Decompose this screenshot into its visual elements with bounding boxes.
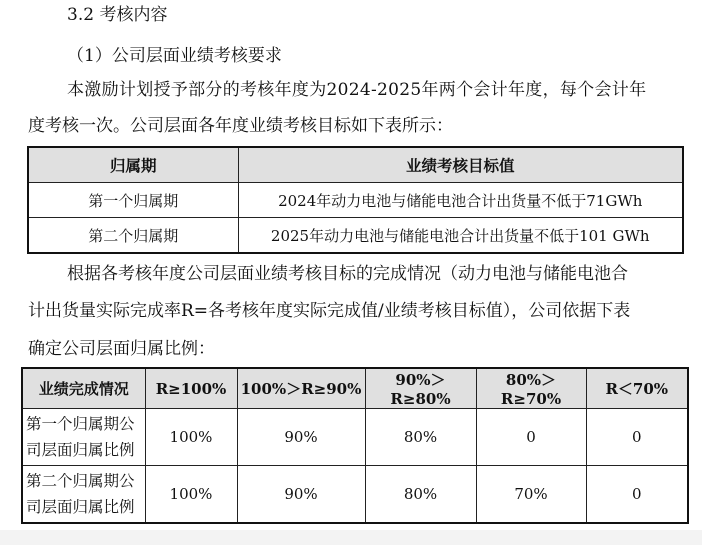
row-label-cell [22,466,145,524]
table-row [22,466,688,524]
table-cell: 0 [476,409,586,466]
performance-target-table [27,146,684,254]
paragraph-1-line-2: 度考核一次。公司层面各年度业绩考核目标如下表所示： [28,116,453,136]
table-cell: 第一个归属期 [28,183,238,218]
bottom-bar [0,530,702,545]
table-cell: 2025年动力电池与储能电池合计出货量不低于101 GWh [238,218,683,254]
table-cell: 90% [237,466,365,524]
paragraph-2-line-3: 确定公司层面归属比例： [28,339,215,359]
table-cell: 80% [365,466,476,524]
paragraph-1-line-1: 本激励计划授予部分的考核年度为2024-2025年两个会计年度，每个会计年 [67,80,647,100]
table-header-cell: R≥100% [145,368,237,409]
paragraph-2-line-1: 根据各考核年度公司层面业绩考核目标的完成情况（动力电池与储能电池合 [67,264,628,284]
subsection-heading: （1）公司层面业绩考核要求 [67,46,282,66]
table-header-row [22,368,688,409]
table-header-cell: 业绩完成情况 [22,368,145,409]
table-header-cell: 归属期 [28,147,238,183]
table-header-cell: 业绩考核目标值 [238,147,683,183]
table-row [22,409,688,466]
table-cell: 0 [586,466,688,524]
section-heading: 3.2 考核内容 [67,5,168,25]
row-label-line-1: 第一个归属期公 [26,415,135,433]
table-cell: 0 [586,409,688,466]
table-row [28,218,683,254]
table-cell: 第二个归属期 [28,218,238,254]
table-header-row [28,147,683,183]
paragraph-2-line-2: 计出货量实际完成率R=各考核年度实际完成值/业绩考核目标值），公司依据下表 [28,301,631,321]
row-label-line-2: 司层面归属比例 [26,498,135,516]
table-header-cell: 90%＞R≥80% [365,368,476,409]
table-row [28,183,683,218]
row-label-line-2: 司层面归属比例 [26,441,135,459]
row-label-cell [22,409,145,466]
attribution-ratio-table [21,367,689,524]
table-cell: 2024年动力电池与储能电池合计出货量不低于71GWh [238,183,683,218]
table-cell: 100% [145,466,237,524]
table-header-cell: 80%＞R≥70% [476,368,586,409]
row-label-line-1: 第二个归属期公 [26,472,135,490]
table-header-cell: 100%＞R≥90% [237,368,365,409]
table-cell: 100% [145,409,237,466]
table-cell: 70% [476,466,586,524]
table-header-cell: R＜70% [586,368,688,409]
table-cell: 80% [365,409,476,466]
table-cell: 90% [237,409,365,466]
